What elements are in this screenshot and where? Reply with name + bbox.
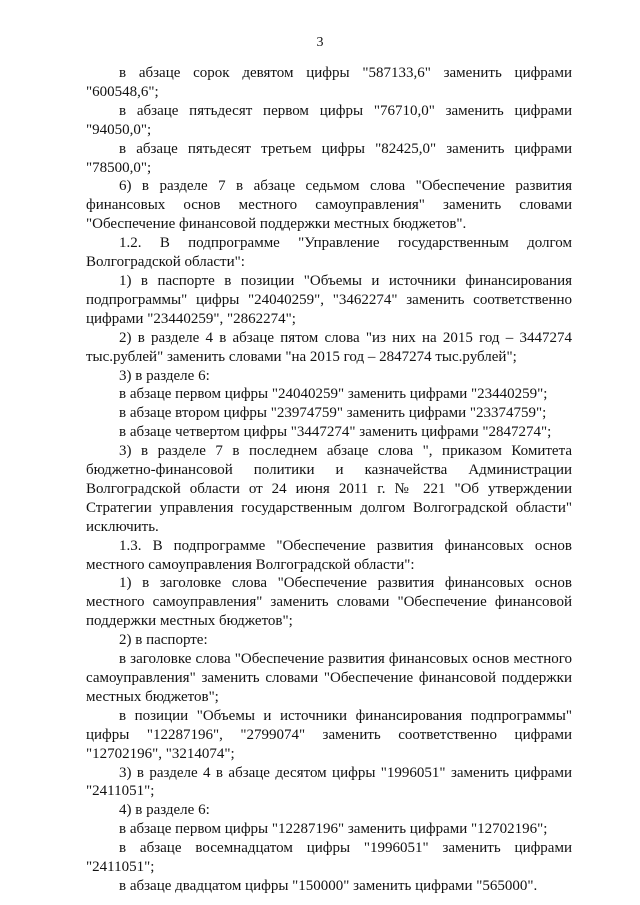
- paragraph: в абзаце сорок девятом цифры "587133,6" заменить цифрами "600548,6";: [86, 65, 572, 100]
- paragraph: в абзаце первом цифры "12287196" заменить цифрами "12702196";: [119, 821, 548, 838]
- paragraph: 3) в разделе 6:: [119, 367, 210, 384]
- paragraph: 4) в разделе 6:: [119, 802, 210, 819]
- paragraph: в заголовке слова "Обеспечение развития финансовых основ местного самоуправления" заменить словами "Обеспечение финансовой поддержки местных бюджетов";: [86, 651, 572, 705]
- paragraph: 2) в разделе 4 в абзаце пятом слова "из них на 2015 год – 3447274 тыс.рублей" заменить словами "на 2015 год – 2847274 тыс.рублей";: [86, 329, 572, 365]
- paragraph: в абзаце восемнадцатом цифры "1996051" заменить цифрами "2411051";: [86, 840, 572, 876]
- paragraph: в абзаце двадцатом цифры "150000" заменить цифрами "565000".: [119, 877, 538, 894]
- paragraph: 6) в разделе 7 в абзаце седьмом слова "Обеспечение развития финансовых основ местного самоуправления" заменить словами "Обеспечение финансовой поддержки местных бюджетов".: [86, 178, 572, 233]
- document-body: [86, 64, 572, 896]
- paragraph: 3) в разделе 4 в абзаце десятом цифры "1996051" заменить цифрами "2411051";: [86, 764, 572, 800]
- paragraph: 1) в заголовке слова "Обеспечение развития финансовых основ местного самоуправления" заменить словами "Обеспечение финансовой поддержки местных бюджетов";: [86, 575, 572, 630]
- paragraph: 3) в разделе 7 в последнем абзаце слова ", приказом Комитета бюджетно-финансовой политики и казначейства Администрации Волгоградской области от 24 июня 2011 г. № 221 "Об утверждении Стратегии управления государственным долгом Волгоградской области" исключить.: [86, 443, 572, 535]
- paragraph: в абзаце четвертом цифры "3447274" заменить цифрами "2847274";: [119, 424, 552, 441]
- paragraph: в абзаце втором цифры "23974759" заменить цифрами "23374759";: [119, 405, 547, 422]
- paragraph: 1.3. В подпрограмме "Обеспечение развития финансовых основ местного самоуправления Волгоградской области":: [86, 537, 572, 573]
- paragraph: 2) в паспорте:: [119, 632, 208, 649]
- paragraph: в позиции "Объемы и источники финансирования подпрограммы" цифры "12287196", "2799074" заменить соответственно цифрами "12702196", "3214074";: [86, 707, 572, 762]
- paragraph: в абзаце пятьдесят первом цифры "76710,0" заменить цифрами "94050,0";: [86, 102, 572, 138]
- paragraph: в абзаце пятьдесят третьем цифры "82425,0" заменить цифрами "78500,0";: [86, 140, 572, 176]
- paragraph: 1) в паспорте в позиции "Объемы и источники финансирования подпрограммы" цифры "24040259", "3462274" заменить соответственно цифрами "23440259", "2862274";: [86, 272, 572, 327]
- page-number: 3: [316, 35, 324, 50]
- paragraph: 1.2. В подпрограмме "Управление государственным долгом Волгоградской области":: [86, 235, 572, 271]
- paragraph: в абзаце первом цифры "24040259" заменить цифрами "23440259";: [119, 386, 548, 403]
